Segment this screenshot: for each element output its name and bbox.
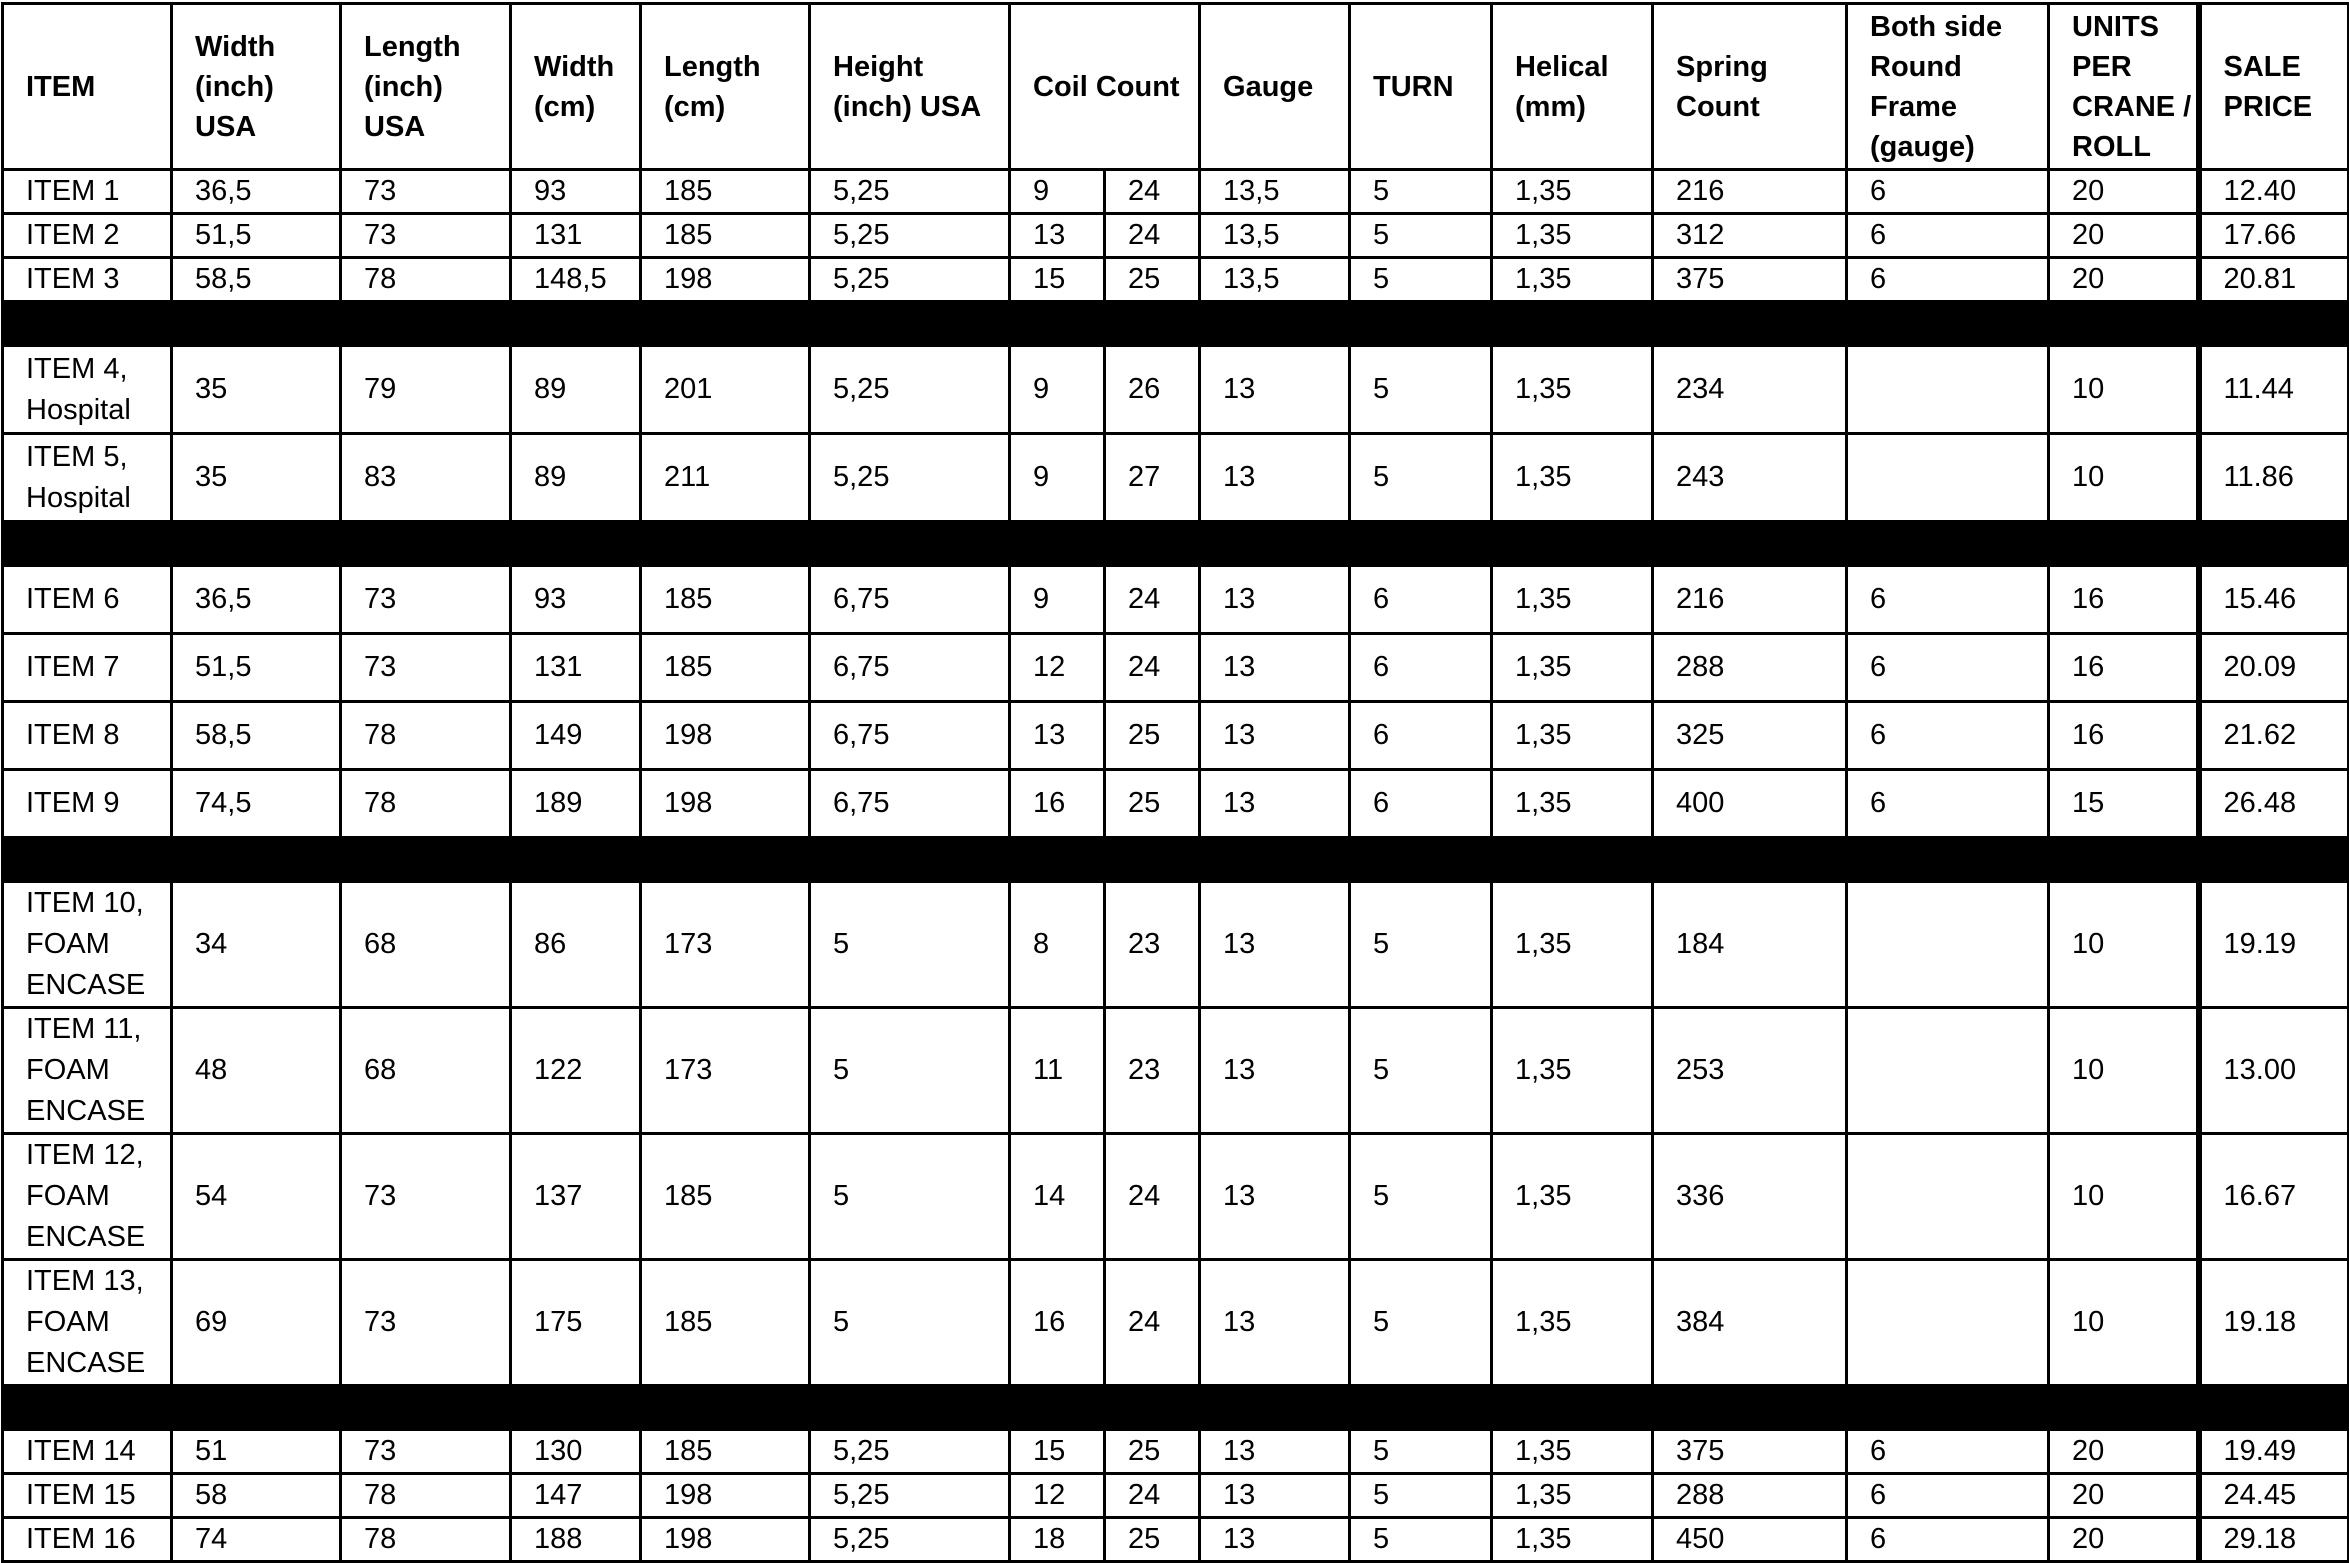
cell-width-inch: 58 <box>172 1474 341 1518</box>
cell-item: ITEM 6 <box>3 566 172 634</box>
cell-width-inch: 51,5 <box>172 634 341 702</box>
cell-width-inch: 74,5 <box>172 770 341 838</box>
cell-width-inch: 51 <box>172 1430 341 1474</box>
cell-helical: 1,35 <box>1492 1518 1653 1562</box>
cell-spring-count: 243 <box>1653 434 1847 522</box>
cell-turn: 5 <box>1350 170 1492 214</box>
cell-coil-count-a: 14 <box>1010 1134 1105 1260</box>
cell-width-cm: 175 <box>511 1260 641 1386</box>
cell-turn: 6 <box>1350 702 1492 770</box>
cell-coil-count-b: 26 <box>1105 346 1200 434</box>
cell-length-inch: 73 <box>341 634 511 702</box>
cell-sale-price: 19.19 <box>2199 882 2349 1008</box>
cell-item: ITEM 16 <box>3 1518 172 1562</box>
cell-units: 20 <box>2049 1474 2199 1518</box>
cell-turn: 5 <box>1350 1134 1492 1260</box>
cell-coil-count-a: 12 <box>1010 1474 1105 1518</box>
cell-helical: 1,35 <box>1492 882 1653 1008</box>
cell-height-inch: 5,25 <box>810 214 1010 258</box>
cell-width-inch: 35 <box>172 346 341 434</box>
cell-units: 10 <box>2049 1260 2199 1386</box>
cell-turn: 5 <box>1350 882 1492 1008</box>
header-row <box>3 4 2349 170</box>
cell-spring-count: 325 <box>1653 702 1847 770</box>
separator-bar <box>3 522 2349 566</box>
cell-spring-count: 288 <box>1653 1474 1847 1518</box>
cell-sale-price: 17.66 <box>2199 214 2349 258</box>
cell-coil-count-b: 25 <box>1105 702 1200 770</box>
cell-gauge: 13 <box>1200 1430 1350 1474</box>
cell-units: 10 <box>2049 346 2199 434</box>
cell-length-cm: 173 <box>641 882 810 1008</box>
table-row <box>3 1518 2349 1562</box>
cell-gauge: 13 <box>1200 702 1350 770</box>
cell-height-inch: 5,25 <box>810 1474 1010 1518</box>
cell-helical: 1,35 <box>1492 1008 1653 1134</box>
table-row <box>3 258 2349 302</box>
cell-turn: 5 <box>1350 1430 1492 1474</box>
cell-helical: 1,35 <box>1492 1260 1653 1386</box>
cell-units: 15 <box>2049 770 2199 838</box>
cell-coil-count-b: 24 <box>1105 170 1200 214</box>
cell-item: ITEM 11, FOAM ENCASE <box>3 1008 172 1134</box>
cell-helical: 1,35 <box>1492 1430 1653 1474</box>
cell-width-cm: 131 <box>511 214 641 258</box>
cell-item: ITEM 3 <box>3 258 172 302</box>
cell-coil-count-a: 9 <box>1010 170 1105 214</box>
cell-height-inch: 5,25 <box>810 346 1010 434</box>
table-body <box>3 170 2349 1562</box>
cell-height-inch: 5,25 <box>810 258 1010 302</box>
cell-item: ITEM 2 <box>3 214 172 258</box>
cell-sale-price: 16.67 <box>2199 1134 2349 1260</box>
cell-sale-price: 21.62 <box>2199 702 2349 770</box>
cell-height-inch: 6,75 <box>810 770 1010 838</box>
cell-length-inch: 78 <box>341 770 511 838</box>
cell-width-cm: 130 <box>511 1430 641 1474</box>
cell-item: ITEM 9 <box>3 770 172 838</box>
group-separator <box>3 302 2349 346</box>
cell-frame <box>1847 1134 2049 1260</box>
cell-helical: 1,35 <box>1492 1474 1653 1518</box>
cell-sale-price: 13.00 <box>2199 1008 2349 1134</box>
cell-width-cm: 147 <box>511 1474 641 1518</box>
cell-length-inch: 78 <box>341 258 511 302</box>
cell-sale-price: 29.18 <box>2199 1518 2349 1562</box>
cell-item: ITEM 5, Hospital <box>3 434 172 522</box>
cell-turn: 5 <box>1350 1518 1492 1562</box>
cell-turn: 6 <box>1350 770 1492 838</box>
cell-helical: 1,35 <box>1492 634 1653 702</box>
cell-sale-price: 11.86 <box>2199 434 2349 522</box>
cell-spring-count: 184 <box>1653 882 1847 1008</box>
mattress-spec-table <box>1 2 2349 1563</box>
cell-sale-price: 12.40 <box>2199 170 2349 214</box>
cell-coil-count-a: 13 <box>1010 702 1105 770</box>
cell-frame: 6 <box>1847 1430 2049 1474</box>
cell-units: 10 <box>2049 1134 2199 1260</box>
cell-helical: 1,35 <box>1492 214 1653 258</box>
table-row <box>3 1260 2349 1386</box>
cell-gauge: 13 <box>1200 1260 1350 1386</box>
cell-units: 20 <box>2049 258 2199 302</box>
cell-gauge: 13 <box>1200 882 1350 1008</box>
cell-sale-price: 24.45 <box>2199 1474 2349 1518</box>
cell-coil-count-a: 9 <box>1010 566 1105 634</box>
cell-length-inch: 78 <box>341 1474 511 1518</box>
table-row <box>3 434 2349 522</box>
cell-helical: 1,35 <box>1492 170 1653 214</box>
cell-item: ITEM 1 <box>3 170 172 214</box>
cell-sale-price: 20.81 <box>2199 258 2349 302</box>
cell-helical: 1,35 <box>1492 346 1653 434</box>
cell-frame <box>1847 1260 2049 1386</box>
cell-item: ITEM 14 <box>3 1430 172 1474</box>
cell-length-cm: 201 <box>641 346 810 434</box>
cell-coil-count-b: 27 <box>1105 434 1200 522</box>
cell-gauge: 13 <box>1200 566 1350 634</box>
cell-spring-count: 336 <box>1653 1134 1847 1260</box>
cell-coil-count-a: 9 <box>1010 434 1105 522</box>
cell-coil-count-b: 24 <box>1105 1474 1200 1518</box>
cell-coil-count-a: 13 <box>1010 214 1105 258</box>
col-header-coil-count: Coil Count <box>1010 4 1200 170</box>
cell-width-inch: 54 <box>172 1134 341 1260</box>
cell-length-cm: 185 <box>641 1430 810 1474</box>
cell-coil-count-a: 18 <box>1010 1518 1105 1562</box>
cell-coil-count-a: 16 <box>1010 770 1105 838</box>
cell-turn: 6 <box>1350 566 1492 634</box>
cell-length-cm: 198 <box>641 1474 810 1518</box>
cell-width-cm: 93 <box>511 170 641 214</box>
cell-length-cm: 185 <box>641 1260 810 1386</box>
cell-length-cm: 173 <box>641 1008 810 1134</box>
cell-sale-price: 15.46 <box>2199 566 2349 634</box>
cell-coil-count-a: 12 <box>1010 634 1105 702</box>
cell-spring-count: 375 <box>1653 1430 1847 1474</box>
cell-frame <box>1847 882 2049 1008</box>
cell-width-cm: 122 <box>511 1008 641 1134</box>
table-row <box>3 702 2349 770</box>
cell-frame: 6 <box>1847 702 2049 770</box>
cell-width-inch: 69 <box>172 1260 341 1386</box>
table-row <box>3 1430 2349 1474</box>
cell-turn: 5 <box>1350 214 1492 258</box>
cell-units: 16 <box>2049 702 2199 770</box>
cell-coil-count-a: 15 <box>1010 1430 1105 1474</box>
cell-sale-price: 20.09 <box>2199 634 2349 702</box>
cell-width-cm: 86 <box>511 882 641 1008</box>
cell-units: 10 <box>2049 882 2199 1008</box>
cell-gauge: 13 <box>1200 346 1350 434</box>
cell-coil-count-b: 24 <box>1105 214 1200 258</box>
cell-sale-price: 26.48 <box>2199 770 2349 838</box>
cell-width-cm: 149 <box>511 702 641 770</box>
cell-item: ITEM 8 <box>3 702 172 770</box>
cell-length-inch: 83 <box>341 434 511 522</box>
cell-length-inch: 68 <box>341 882 511 1008</box>
cell-frame: 6 <box>1847 214 2049 258</box>
cell-width-cm: 188 <box>511 1518 641 1562</box>
cell-sale-price: 19.49 <box>2199 1430 2349 1474</box>
cell-width-inch: 58,5 <box>172 258 341 302</box>
cell-frame: 6 <box>1847 566 2049 634</box>
cell-width-cm: 137 <box>511 1134 641 1260</box>
cell-coil-count-b: 23 <box>1105 882 1200 1008</box>
cell-length-inch: 73 <box>341 1430 511 1474</box>
cell-spring-count: 288 <box>1653 634 1847 702</box>
col-header-spring-count: Spring Count <box>1653 4 1847 170</box>
cell-helical: 1,35 <box>1492 702 1653 770</box>
cell-length-cm: 185 <box>641 634 810 702</box>
cell-item: ITEM 7 <box>3 634 172 702</box>
cell-width-inch: 51,5 <box>172 214 341 258</box>
cell-height-inch: 5 <box>810 1134 1010 1260</box>
cell-coil-count-b: 23 <box>1105 1008 1200 1134</box>
col-header-length-inch: Length (inch) USA <box>341 4 511 170</box>
cell-units: 20 <box>2049 214 2199 258</box>
cell-width-inch: 34 <box>172 882 341 1008</box>
cell-item: ITEM 13, FOAM ENCASE <box>3 1260 172 1386</box>
cell-helical: 1,35 <box>1492 566 1653 634</box>
cell-turn: 5 <box>1350 1474 1492 1518</box>
cell-frame: 6 <box>1847 634 2049 702</box>
cell-sale-price: 19.18 <box>2199 1260 2349 1386</box>
cell-spring-count: 253 <box>1653 1008 1847 1134</box>
cell-height-inch: 5,25 <box>810 434 1010 522</box>
cell-coil-count-b: 24 <box>1105 566 1200 634</box>
cell-width-inch: 58,5 <box>172 702 341 770</box>
cell-coil-count-b: 24 <box>1105 1260 1200 1386</box>
cell-length-inch: 73 <box>341 1134 511 1260</box>
cell-turn: 6 <box>1350 634 1492 702</box>
cell-coil-count-a: 11 <box>1010 1008 1105 1134</box>
col-header-width-inch: Width (inch) USA <box>172 4 341 170</box>
cell-item: ITEM 10, FOAM ENCASE <box>3 882 172 1008</box>
cell-length-cm: 198 <box>641 770 810 838</box>
cell-spring-count: 216 <box>1653 566 1847 634</box>
cell-width-inch: 74 <box>172 1518 341 1562</box>
cell-width-inch: 35 <box>172 434 341 522</box>
cell-width-cm: 89 <box>511 434 641 522</box>
cell-gauge: 13,5 <box>1200 170 1350 214</box>
cell-helical: 1,35 <box>1492 258 1653 302</box>
cell-helical: 1,35 <box>1492 434 1653 522</box>
col-header-units: UNITS PER CRANE / ROLL <box>2049 4 2199 170</box>
cell-width-inch: 48 <box>172 1008 341 1134</box>
table-row <box>3 346 2349 434</box>
cell-coil-count-b: 25 <box>1105 258 1200 302</box>
col-header-item: ITEM <box>3 4 172 170</box>
cell-length-inch: 79 <box>341 346 511 434</box>
cell-frame: 6 <box>1847 258 2049 302</box>
separator-bar <box>3 302 2349 346</box>
cell-length-cm: 185 <box>641 170 810 214</box>
cell-gauge: 13,5 <box>1200 258 1350 302</box>
cell-turn: 5 <box>1350 346 1492 434</box>
cell-width-cm: 131 <box>511 634 641 702</box>
cell-frame: 6 <box>1847 770 2049 838</box>
cell-spring-count: 312 <box>1653 214 1847 258</box>
cell-height-inch: 5 <box>810 1260 1010 1386</box>
cell-units: 10 <box>2049 434 2199 522</box>
cell-item: ITEM 12, FOAM ENCASE <box>3 1134 172 1260</box>
cell-spring-count: 450 <box>1653 1518 1847 1562</box>
cell-length-cm: 198 <box>641 702 810 770</box>
cell-sale-price: 11.44 <box>2199 346 2349 434</box>
cell-length-cm: 198 <box>641 258 810 302</box>
cell-coil-count-a: 9 <box>1010 346 1105 434</box>
col-header-sale-price: SALE PRICE <box>2199 4 2349 170</box>
cell-item: ITEM 4, Hospital <box>3 346 172 434</box>
cell-helical: 1,35 <box>1492 1134 1653 1260</box>
cell-spring-count: 216 <box>1653 170 1847 214</box>
cell-coil-count-b: 24 <box>1105 1134 1200 1260</box>
cell-length-cm: 198 <box>641 1518 810 1562</box>
cell-item: ITEM 15 <box>3 1474 172 1518</box>
cell-length-inch: 68 <box>341 1008 511 1134</box>
cell-height-inch: 6,75 <box>810 702 1010 770</box>
table-row <box>3 566 2349 634</box>
cell-frame: 6 <box>1847 170 2049 214</box>
cell-length-inch: 78 <box>341 702 511 770</box>
cell-turn: 5 <box>1350 434 1492 522</box>
cell-turn: 5 <box>1350 1260 1492 1386</box>
table-row <box>3 634 2349 702</box>
cell-frame <box>1847 434 2049 522</box>
cell-gauge: 13 <box>1200 1134 1350 1260</box>
cell-height-inch: 5,25 <box>810 170 1010 214</box>
cell-turn: 5 <box>1350 258 1492 302</box>
cell-turn: 5 <box>1350 1008 1492 1134</box>
cell-height-inch: 5 <box>810 1008 1010 1134</box>
cell-length-inch: 73 <box>341 170 511 214</box>
col-header-turn: TURN <box>1350 4 1492 170</box>
cell-spring-count: 234 <box>1653 346 1847 434</box>
cell-coil-count-b: 25 <box>1105 1430 1200 1474</box>
cell-width-cm: 148,5 <box>511 258 641 302</box>
table-row <box>3 1008 2349 1134</box>
cell-gauge: 13 <box>1200 1474 1350 1518</box>
cell-height-inch: 6,75 <box>810 566 1010 634</box>
cell-helical: 1,35 <box>1492 770 1653 838</box>
cell-frame: 6 <box>1847 1474 2049 1518</box>
cell-height-inch: 5 <box>810 882 1010 1008</box>
cell-coil-count-a: 16 <box>1010 1260 1105 1386</box>
cell-width-cm: 89 <box>511 346 641 434</box>
cell-coil-count-a: 8 <box>1010 882 1105 1008</box>
cell-units: 20 <box>2049 170 2199 214</box>
cell-spring-count: 384 <box>1653 1260 1847 1386</box>
col-header-height-inch: Height (inch) USA <box>810 4 1010 170</box>
table-row <box>3 1134 2349 1260</box>
cell-gauge: 13 <box>1200 634 1350 702</box>
cell-units: 16 <box>2049 634 2199 702</box>
cell-gauge: 13 <box>1200 1008 1350 1134</box>
cell-length-inch: 78 <box>341 1518 511 1562</box>
cell-width-cm: 189 <box>511 770 641 838</box>
cell-units: 10 <box>2049 1008 2199 1134</box>
cell-length-cm: 185 <box>641 1134 810 1260</box>
col-header-length-cm: Length (cm) <box>641 4 810 170</box>
cell-width-inch: 36,5 <box>172 566 341 634</box>
cell-gauge: 13,5 <box>1200 214 1350 258</box>
cell-length-cm: 185 <box>641 566 810 634</box>
cell-gauge: 13 <box>1200 1518 1350 1562</box>
cell-width-cm: 93 <box>511 566 641 634</box>
cell-coil-count-b: 25 <box>1105 1518 1200 1562</box>
cell-length-inch: 73 <box>341 214 511 258</box>
cell-frame <box>1847 1008 2049 1134</box>
col-header-width-cm: Width (cm) <box>511 4 641 170</box>
cell-units: 20 <box>2049 1430 2199 1474</box>
table-row <box>3 214 2349 258</box>
cell-gauge: 13 <box>1200 434 1350 522</box>
cell-spring-count: 375 <box>1653 258 1847 302</box>
cell-length-inch: 73 <box>341 1260 511 1386</box>
cell-frame <box>1847 346 2049 434</box>
separator-bar <box>3 838 2349 882</box>
cell-gauge: 13 <box>1200 770 1350 838</box>
cell-height-inch: 5,25 <box>810 1430 1010 1474</box>
cell-coil-count-b: 24 <box>1105 634 1200 702</box>
col-header-helical: Helical (mm) <box>1492 4 1653 170</box>
cell-frame: 6 <box>1847 1518 2049 1562</box>
table-row <box>3 882 2349 1008</box>
separator-bar <box>3 1386 2349 1430</box>
cell-width-inch: 36,5 <box>172 170 341 214</box>
table-row <box>3 770 2349 838</box>
cell-length-cm: 211 <box>641 434 810 522</box>
group-separator <box>3 522 2349 566</box>
cell-height-inch: 6,75 <box>810 634 1010 702</box>
cell-length-inch: 73 <box>341 566 511 634</box>
col-header-gauge: Gauge <box>1200 4 1350 170</box>
cell-coil-count-a: 15 <box>1010 258 1105 302</box>
cell-spring-count: 400 <box>1653 770 1847 838</box>
cell-units: 16 <box>2049 566 2199 634</box>
group-separator <box>3 1386 2349 1430</box>
cell-coil-count-b: 25 <box>1105 770 1200 838</box>
table-row <box>3 170 2349 214</box>
group-separator <box>3 838 2349 882</box>
cell-height-inch: 5,25 <box>810 1518 1010 1562</box>
cell-units: 20 <box>2049 1518 2199 1562</box>
col-header-frame: Both side Round Frame (gauge) <box>1847 4 2049 170</box>
cell-length-cm: 185 <box>641 214 810 258</box>
table-row <box>3 1474 2349 1518</box>
